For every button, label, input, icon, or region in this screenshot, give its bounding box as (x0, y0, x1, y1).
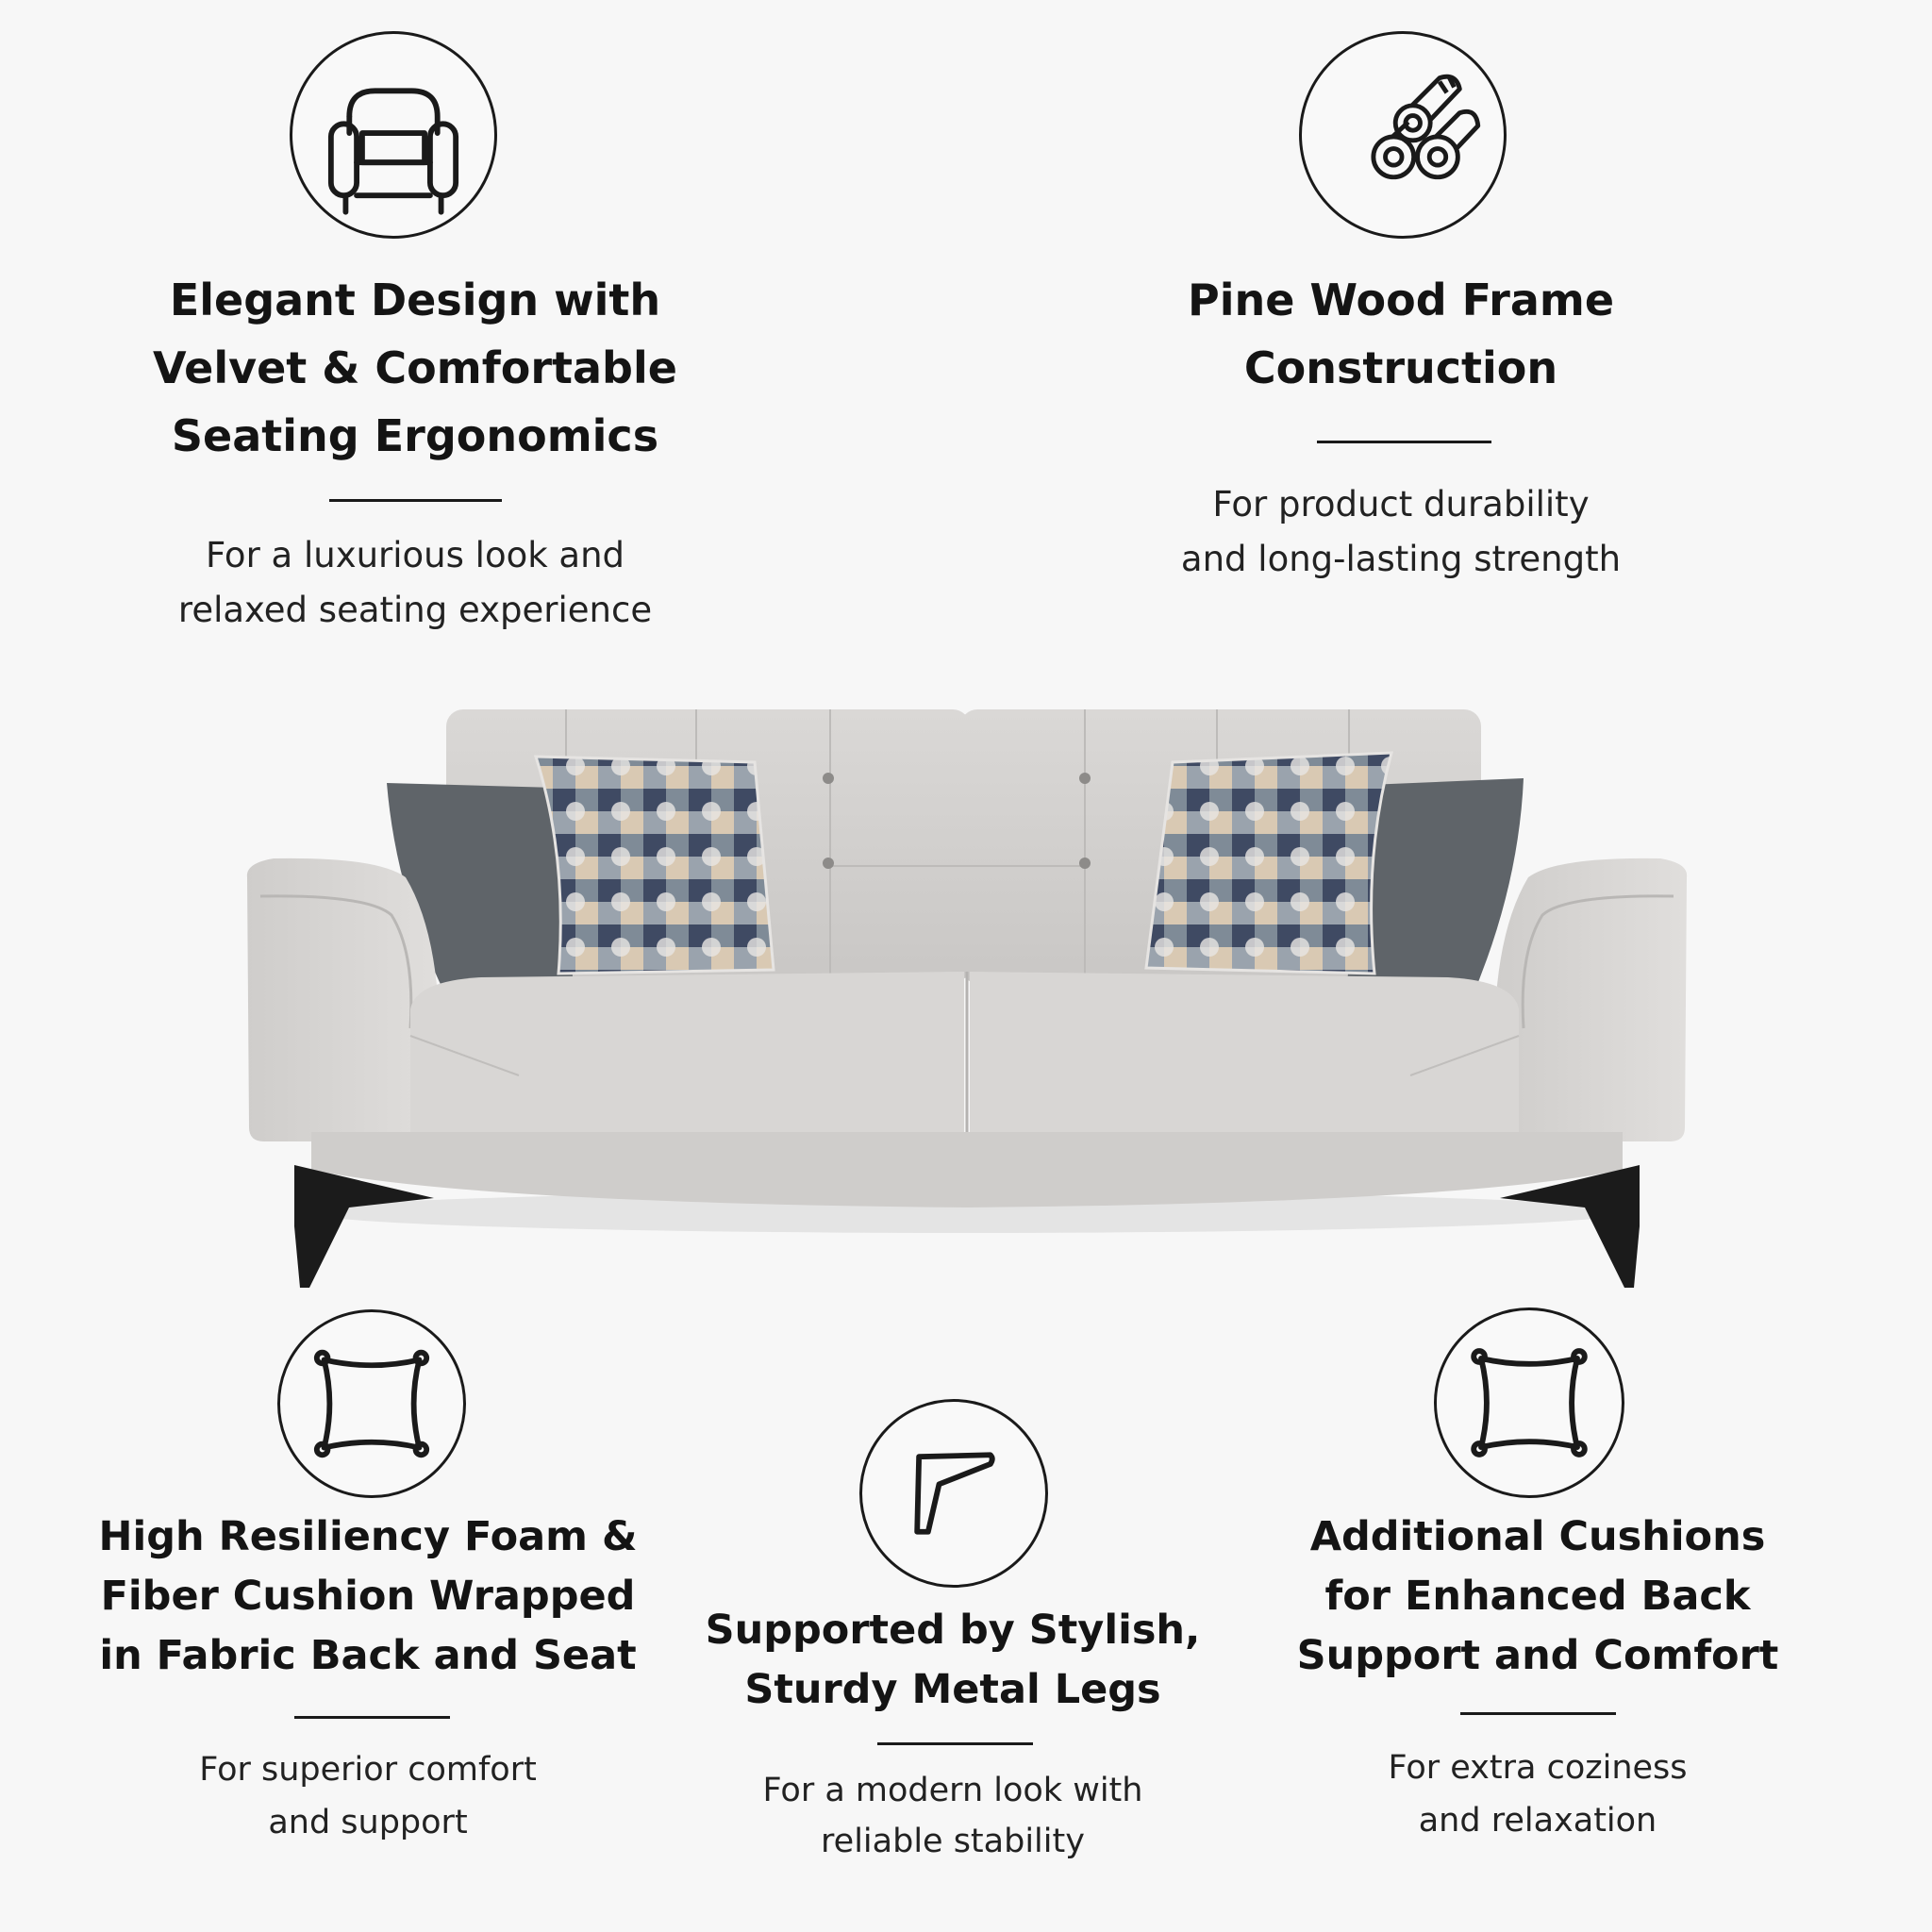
feature-divider (1460, 1712, 1616, 1715)
metal-leg-icon (862, 1402, 1045, 1585)
armchair-icon (292, 34, 494, 236)
feature-title-foam-cushion: High Resiliency Foam & Fiber Cushion Wrapped in Fabric Back and Seat (98, 1513, 638, 1679)
wood-logs-icon-circle (1299, 31, 1507, 239)
armchair-icon-circle (290, 31, 497, 239)
pillow-icon-circle (1434, 1307, 1624, 1498)
feature-desc-elegant-design: For a luxurious look and relaxed seating experience (177, 535, 653, 630)
cushion-patterned-right (1146, 753, 1391, 974)
feature-desc-pine-wood-frame: For product durability and long-lasting strength (1180, 484, 1622, 579)
feature-title-metal-legs: Supported by Stylish, Sturdy Metal Legs (705, 1607, 1201, 1713)
cushion-patterned-left (536, 757, 774, 974)
feature-divider (1317, 441, 1491, 443)
feature-desc-foam-cushion: For superior comfort and support (199, 1751, 537, 1841)
feature-divider (877, 1742, 1033, 1745)
pillow-icon (1437, 1310, 1622, 1495)
sofa-base (311, 1132, 1623, 1208)
cushion-icon-circle (277, 1309, 466, 1498)
wood-logs-icon (1302, 34, 1504, 236)
feature-divider (294, 1716, 450, 1719)
seat-cushion-right (970, 972, 1519, 1132)
feature-title-elegant-design: Elegant Design with Velvet & Comfortable Seating Ergonomics (153, 275, 677, 461)
seat-cushion-left (410, 972, 964, 1132)
metal-leg-icon-circle (859, 1399, 1048, 1588)
feature-desc-additional-cushions: For extra coziness and relaxation (1388, 1749, 1688, 1840)
cushion-icon (280, 1312, 463, 1495)
feature-title-additional-cushions: Additional Cushions for Enhanced Back Support and Comfort (1296, 1513, 1779, 1679)
feature-title-pine-wood-frame: Pine Wood Frame Construction (1187, 275, 1615, 393)
feature-divider (329, 499, 502, 502)
feature-desc-metal-legs: For a modern look with reliable stability (762, 1772, 1143, 1860)
sofa-image (236, 698, 1698, 1292)
